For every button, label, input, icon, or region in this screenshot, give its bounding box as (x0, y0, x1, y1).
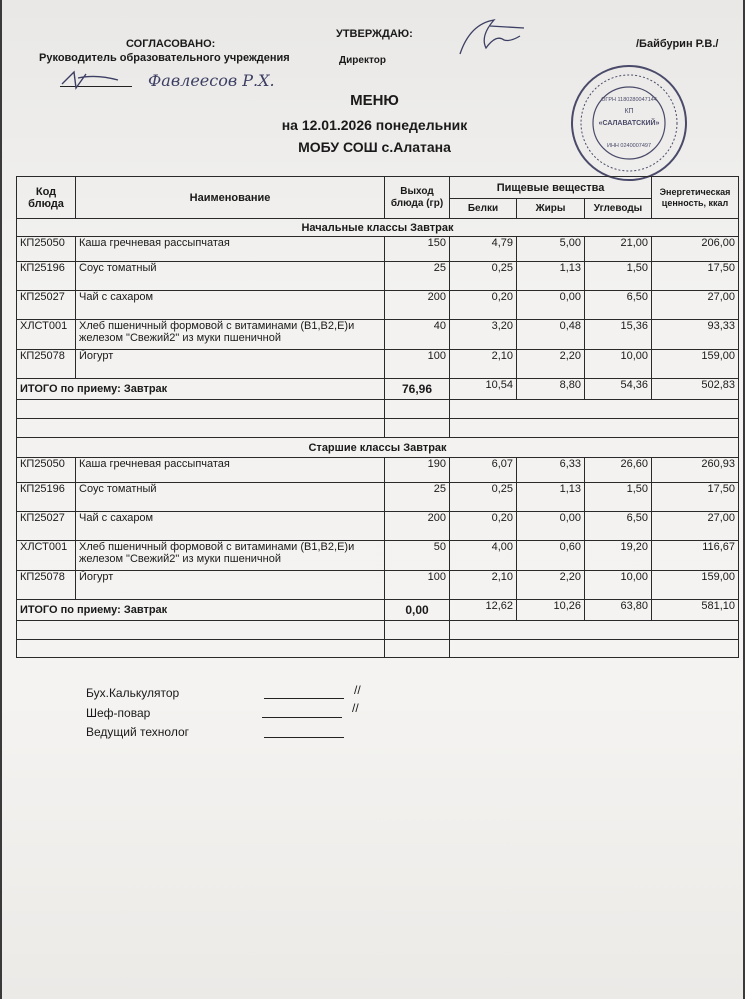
section-primary (17, 219, 739, 438)
approve-name: /Байбурин Р.В./ (636, 38, 719, 50)
total-fat: 8,80 (517, 379, 585, 400)
total-row (17, 379, 739, 400)
svg-text:ОГРН 1180280047144: ОГРН 1180280047144 (601, 97, 657, 103)
total-fat: 10,26 (517, 600, 585, 621)
footer-chef: Шеф-повар (86, 706, 151, 720)
header-nutrients: Пищевые вещества (450, 177, 652, 199)
section-title: Старшие классы Завтрак (17, 438, 739, 458)
document-page (2, 0, 743, 999)
cell-energy: 159,00 (652, 350, 739, 379)
cell-fat: 0,60 (517, 541, 585, 571)
cell-name: Хлеб пшеничный формовой с витаминами (В1,В2,Е)и железом "Свежий2" из муки пшеничной (76, 541, 385, 571)
header-name: Наименование (76, 177, 385, 219)
cell-code: КП25196 (17, 483, 76, 512)
cell-code: КП25078 (17, 350, 76, 379)
total-carbs: 54,36 (585, 379, 652, 400)
footer-accountant: Бух.Калькулятор (86, 686, 180, 700)
total-label: ИТОГО по приему: Завтрак (17, 379, 385, 400)
table-row (17, 458, 739, 483)
cell-energy: 17,50 (652, 262, 739, 291)
cell-protein: 6,07 (450, 458, 517, 483)
table-row (17, 350, 739, 379)
cell-protein: 0,20 (450, 512, 517, 541)
empty-row (17, 419, 739, 438)
footer-accountant-line (264, 698, 344, 699)
cell-name: Каша гречневая рассыпчатая (76, 237, 385, 262)
cell-carbs: 26,60 (585, 458, 652, 483)
cell-yield: 100 (385, 350, 450, 379)
approve-title: УТВЕРЖДАЮ: (336, 28, 413, 40)
cell-protein: 0,20 (450, 291, 517, 320)
cell-yield: 40 (385, 320, 450, 350)
table-row (17, 541, 739, 571)
cell-energy: 206,00 (652, 237, 739, 262)
total-protein: 10,54 (450, 379, 517, 400)
footer-technologist: Ведущий технолог (86, 725, 190, 739)
cell-yield: 25 (385, 262, 450, 291)
cell-yield: 50 (385, 541, 450, 571)
svg-text:КП: КП (624, 108, 634, 115)
table-row (17, 512, 739, 541)
cell-carbs: 15,36 (585, 320, 652, 350)
total-energy: 581,10 (652, 600, 739, 621)
cell-name: Йогурт (76, 350, 385, 379)
cell-code: КП25050 (17, 237, 76, 262)
cell-protein: 2,10 (450, 350, 517, 379)
cell-protein: 4,00 (450, 541, 517, 571)
menu-table (16, 176, 739, 658)
cell-yield: 200 (385, 291, 450, 320)
cell-yield: 100 (385, 571, 450, 600)
cell-fat: 0,00 (517, 512, 585, 541)
table-row (17, 291, 739, 320)
cell-fat: 2,20 (517, 571, 585, 600)
total-yield: 0,00 (385, 600, 450, 621)
cell-energy: 116,67 (652, 541, 739, 571)
cell-fat: 5,00 (517, 237, 585, 262)
cell-fat: 0,00 (517, 291, 585, 320)
table-row (17, 262, 739, 291)
total-energy: 502,83 (652, 379, 739, 400)
cell-fat: 2,20 (517, 350, 585, 379)
approved-title: СОГЛАСОВАНО: (126, 38, 216, 50)
school-name: МОБУ СОШ с.Алатана (298, 139, 451, 155)
cell-carbs: 10,00 (585, 571, 652, 600)
cell-yield: 190 (385, 458, 450, 483)
cell-name: Йогурт (76, 571, 385, 600)
cell-carbs: 19,20 (585, 541, 652, 571)
approved-role: Руководитель образовательного учреждения (39, 52, 290, 64)
cell-carbs: 10,00 (585, 350, 652, 379)
empty-row (17, 400, 739, 419)
cell-energy: 159,00 (652, 571, 739, 600)
table-row (17, 571, 739, 600)
header-protein: Белки (450, 199, 517, 219)
cell-energy: 93,33 (652, 320, 739, 350)
cell-energy: 260,93 (652, 458, 739, 483)
svg-text:ИНН 0240007497: ИНН 0240007497 (606, 143, 652, 149)
cell-name: Соус томатный (76, 262, 385, 291)
total-label: ИТОГО по приему: Завтрак (17, 600, 385, 621)
header-fat: Жиры (517, 199, 585, 219)
cell-code: КП25050 (17, 458, 76, 483)
approve-role: Директор (339, 55, 386, 66)
header-code: Код блюда (17, 177, 76, 219)
cell-code: КП25027 (17, 291, 76, 320)
cell-yield: 25 (385, 483, 450, 512)
total-protein: 12,62 (450, 600, 517, 621)
footer-chef-slash: // (352, 701, 359, 715)
cell-energy: 27,00 (652, 512, 739, 541)
footer-accountant-slash: // (354, 683, 361, 697)
section-title: Начальные классы Завтрак (17, 219, 739, 237)
cell-name: Соус томатный (76, 483, 385, 512)
cell-code: ХЛСТ001 (17, 541, 76, 571)
cell-carbs: 1,50 (585, 262, 652, 291)
header-carbs: Углеводы (585, 199, 652, 219)
right-signature (450, 14, 540, 64)
section-senior (17, 438, 739, 658)
cell-fat: 1,13 (517, 262, 585, 291)
cell-carbs: 1,50 (585, 483, 652, 512)
cell-carbs: 6,50 (585, 512, 652, 541)
menu-title: МЕНЮ (350, 92, 399, 109)
cell-protein: 2,10 (450, 571, 517, 600)
empty-row (17, 640, 739, 658)
table-row (17, 237, 739, 262)
cell-fat: 0,48 (517, 320, 585, 350)
cell-energy: 27,00 (652, 291, 739, 320)
footer-chef-line (262, 717, 342, 718)
cell-code: КП25196 (17, 262, 76, 291)
cell-yield: 200 (385, 512, 450, 541)
cell-fat: 1,13 (517, 483, 585, 512)
section-title-row (17, 438, 739, 458)
total-yield: 76,96 (385, 379, 450, 400)
total-row (17, 600, 739, 621)
cell-protein: 0,25 (450, 262, 517, 291)
cell-protein: 0,25 (450, 483, 517, 512)
cell-name: Хлеб пшеничный формовой с витаминами (В1,В2,Е)и железом "Свежий2" из муки пшеничной (76, 320, 385, 350)
cell-name: Чай с сахаром (76, 512, 385, 541)
cell-code: КП25078 (17, 571, 76, 600)
cell-code: ХЛСТ001 (17, 320, 76, 350)
svg-text:«САЛАВАТСКИЙ»: «САЛАВАТСКИЙ» (598, 120, 660, 127)
left-signature-text: Фавлеесов Р.Х. (148, 71, 275, 90)
header-yield: Выход блюда (гр) (385, 177, 450, 219)
section-title-row (17, 219, 739, 237)
table-row (17, 483, 739, 512)
cell-carbs: 6,50 (585, 291, 652, 320)
cell-protein: 4,79 (450, 237, 517, 262)
table-row (17, 320, 739, 350)
cell-yield: 150 (385, 237, 450, 262)
cell-carbs: 21,00 (585, 237, 652, 262)
header-energy: Энергетическая ценность, ккал (652, 177, 739, 219)
cell-protein: 3,20 (450, 320, 517, 350)
cell-code: КП25027 (17, 512, 76, 541)
footer-technologist-line (264, 737, 344, 738)
cell-energy: 17,50 (652, 483, 739, 512)
menu-date: на 12.01.2026 понедельник (281, 117, 468, 133)
cell-name: Каша гречневая рассыпчатая (76, 458, 385, 483)
total-carbs: 63,80 (585, 600, 652, 621)
cell-fat: 6,33 (517, 458, 585, 483)
empty-row (17, 621, 739, 640)
cell-name: Чай с сахаром (76, 291, 385, 320)
